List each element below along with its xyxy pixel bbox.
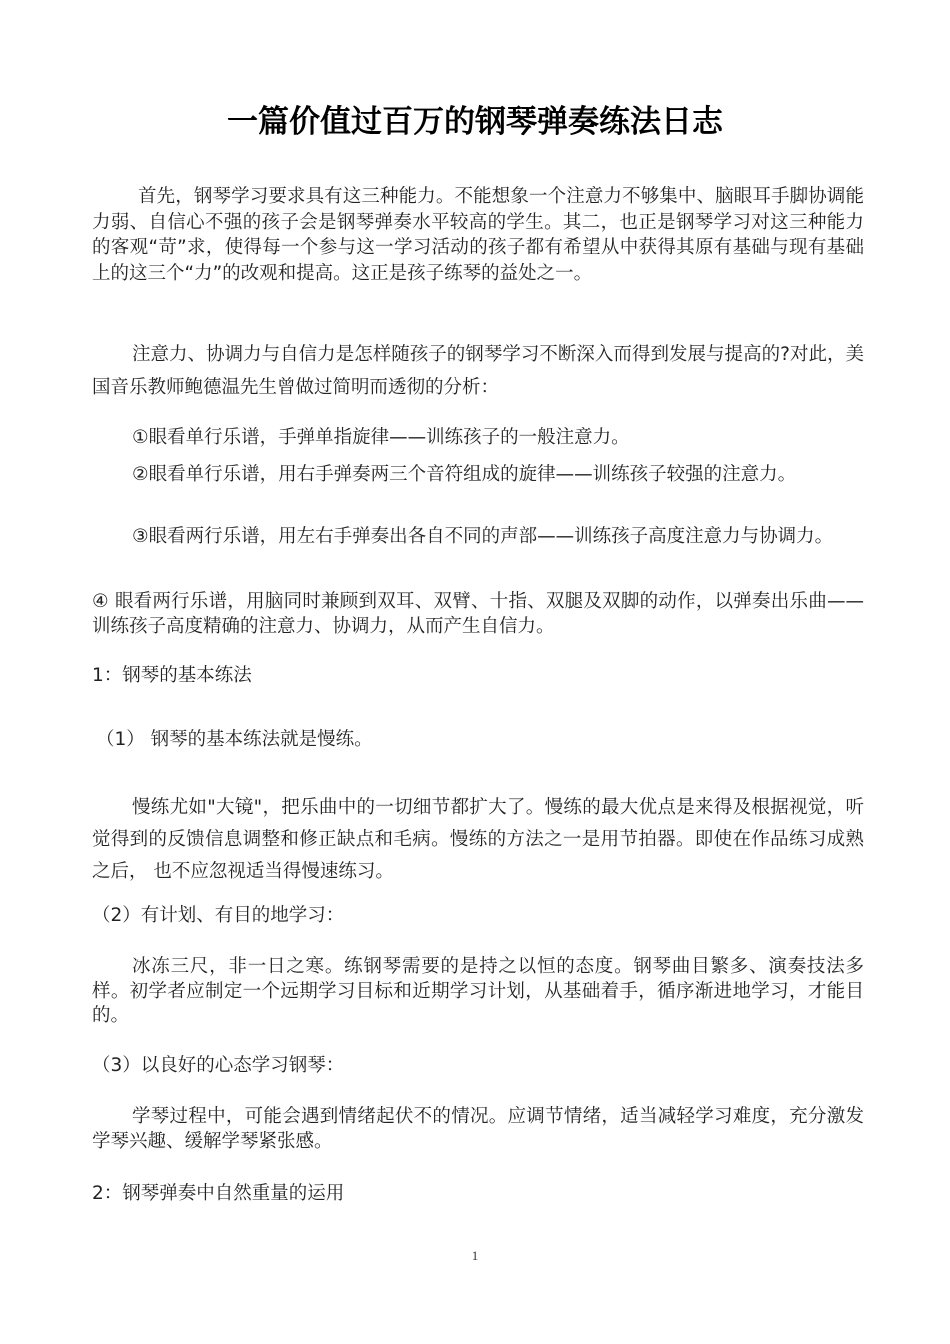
page-title: 一篇价值过百万的钢琴弹奏练法日志 — [227, 104, 723, 140]
list-item-2: ②眼看单行乐谱，用右手弹奏两三个音符组成的旋律——训练孩子较强的注意力。 — [132, 464, 797, 485]
list-item-3: ③眼看两行乐谱，用左右手弹奏出各自不同的声部——训练孩子高度注意力与协调力。 — [132, 526, 834, 547]
subsection-heading-3: （3）以良好的心态学习钢琴： — [92, 1055, 345, 1076]
subsection-heading-2: （2）有计划、有目的地学习： — [92, 905, 345, 926]
paragraph-planning: 冰冻三尺，非一日之寒。练钢琴需要的是持之以恒的态度。钢琴曲目繁多、演奏技法多样。初学者应制定一个远期学习目标和近期学习计划，从基础着手，循序渐进地学习，才能目的。 — [92, 956, 864, 1026]
paragraph-slow-practice: 慢练尤如"大镜"，把乐曲中的一切细节都扩大了。慢练的最大优点是来得及根据视觉，听觉得到的反馈信息调整和修正缺点和毛病。慢练的方法之一是用节拍器。即使在作品练习成熟之后， 也不应忽视适当得慢速练习。 — [92, 797, 864, 882]
section-heading-2: 2：钢琴弹奏中自然重量的运用 — [92, 1183, 345, 1204]
subsection-heading-1: （1） 钢琴的基本练法就是慢练。 — [96, 729, 373, 750]
page-number: 1 — [471, 1248, 479, 1263]
list-item-4: ④ 眼看两行乐谱，用脑同时兼顾到双耳、双臂、十指、双腿及双脚的动作，以弹奏出乐曲——训练孩子高度精确的注意力、协调力，从而产生自信力。 — [92, 591, 864, 637]
paragraph-mindset: 学琴过程中，可能会遇到情绪起伏不的情况。应调节情绪，适当减轻学习难度，充分激发学琴兴趣、缓解学琴紧张感。 — [92, 1106, 864, 1152]
list-item-1: ①眼看单行乐谱，手弹单指旋律——训练孩子的一般注意力。 — [132, 427, 630, 448]
paragraph-intro: 首先，钢琴学习要求具有这三种能力。不能想象一个注意力不够集中、脑眼耳手脚协调能力弱、自信心不强的孩子会是钢琴弹奏水平较高的学生。其二，也正是钢琴学习对这三种能力的客观“苛”求，使得每一个参与这一学习活动的孩子都有希望从中获得其原有基础与现有基础上的这三个“力”的改观和提高。这正是孩子练琴的益处之一。 — [92, 186, 864, 284]
section-heading-1: 1：钢琴的基本练法 — [92, 665, 252, 686]
paragraph-question: 注意力、协调力与自信力是怎样随孩子的钢琴学习不断深入而得到发展与提高的?对此，美国音乐教师鲍德温先生曾做过简明而透彻的分析： — [92, 344, 864, 398]
